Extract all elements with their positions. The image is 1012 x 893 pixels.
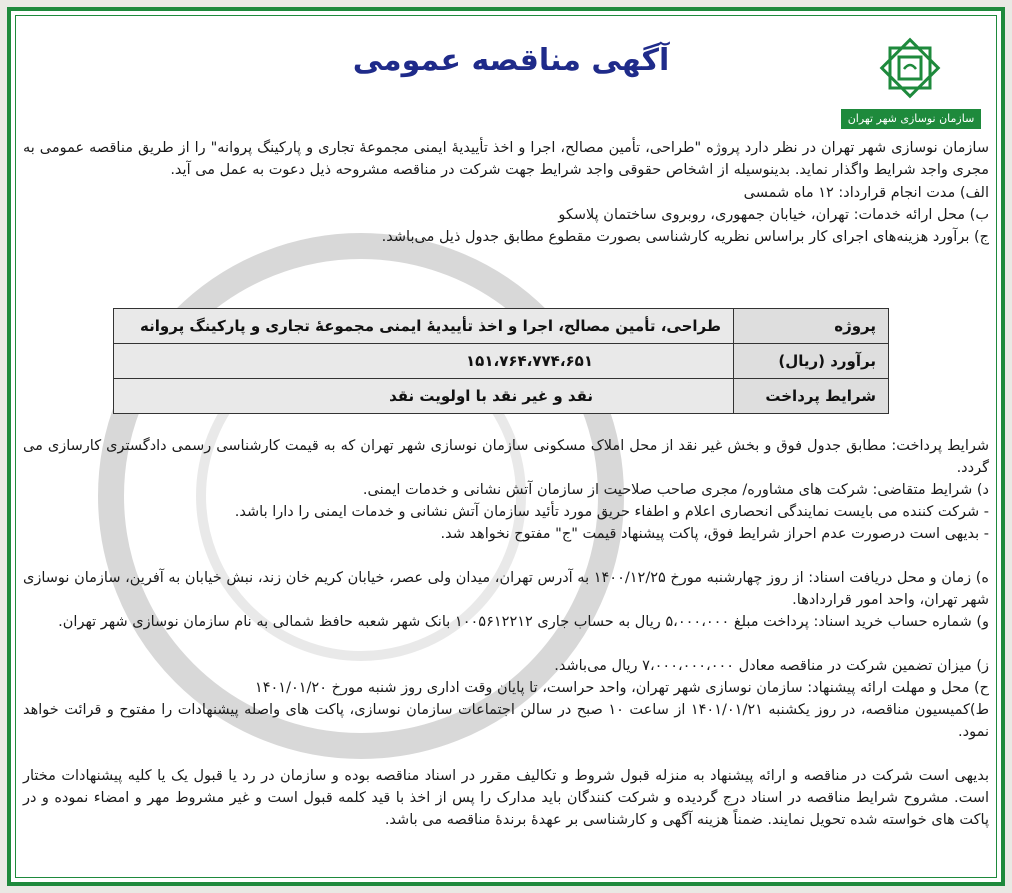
- intro-paragraph: سازمان نوسازی شهر تهران در نظر دارد پروژه "طراحی، تأمین مصالح، اجرا و اخذ تأییدیهٔ ایمنی مجموعهٔ تجاری و پارکینگ پروانه" را از طریق مناقصه عمومی به مجری واجد شرایط واگذار نماید. بدینوسیله از اشخاص حقوقی واجد شرایط جهت شرکت در مناقصه مشروحه ذیل دعوت به عمل می آید.: [23, 140, 989, 178]
- logo-mark-icon: [875, 31, 945, 105]
- item-h: ح) محل و مهلت ارائه پیشنهاد: سازمان نوسازی شهر تهران، واحد حراست، تا پایان وقت اداری روز شنبه مورخ ۱۴۰۱/۰۱/۲۰: [254, 680, 989, 696]
- project-table: [113, 308, 889, 414]
- item-d-note-1: - شرکت کننده می بایست نمایندگی انحصاری اعلام و اطفاء حریق مورد تأئید سازمان آتش نشانی و خدمات ایمنی را دارا باشد.: [234, 504, 989, 520]
- org-logo: [837, 31, 987, 135]
- item-c: ج) برآورد هزینه‌های اجرای کار براساس نظریه کارشناسی بصورت مقطوع مطابق جدول ذیل می‌باشد.: [381, 229, 989, 245]
- item-v: و) شماره حساب خرید اسناد: پرداخت مبلغ ۵،۰۰۰،۰۰۰ ریال به حساب جاری ۱۰۰۵۶۱۲۲۱۲ بانک شهر شعبه حافظ شمالی به نام سازمان نوسازی شهر تهران.: [58, 614, 989, 630]
- table-row-label: شرایط پرداخت: [734, 379, 889, 414]
- table-row-label: پروژه: [734, 309, 889, 344]
- table-row: [114, 379, 889, 414]
- item-d-note-2: - بدیهی است درصورت عدم احراز شرایط فوق، پاکت پیشنهاد قیمت "ج" مفتوح نخواهد شد.: [440, 526, 989, 542]
- table-row-value: طراحی، تأمین مصالح، اجرا و اخذ تأییدیهٔ ایمنی مجموعهٔ تجاری و پارکینگ پروانه: [114, 309, 734, 344]
- item-d: د) شرایط متقاضی: شرکت های مشاوره/ مجری صاحب صلاحیت از سازمان آتش نشانی و خدمات ایمنی.: [362, 482, 989, 498]
- notice-title: آگهی مناقصه عمومی: [352, 43, 670, 78]
- item-b: ب) محل ارائه خدمات: تهران، خیابان جمهوری، روبروی ساختمان پلاسکو: [558, 207, 989, 223]
- closing-paragraph: بدیهی است شرکت در مناقصه و ارائه پیشنهاد به منزله قبول شروط و تکالیف مقرر در اسناد مناقصه بوده و سازمان در رد یا قبول یک یا کلیه پیشنهادات مختار است. مشروح شرایط مناقصه در اسناد درج گردیده و شرکت کنندگان باید مدارک را پس از اخذ با قید کلمه قبول است و غیر مشروط مهر و امضاء نموده و در پاکت های خواسته شده تحویل نمایند. ضمناً هزینه آگهی و کارشناسی بر عهدهٔ برندهٔ مناقصه می باشد.: [23, 768, 989, 828]
- item-a: الف) مدت انجام قرارداد: ۱۲ ماه شمسی: [743, 185, 989, 201]
- item-e: ه) زمان و محل دریافت اسناد: از روز چهارشنبه مورخ ۱۴۰۰/۱۲/۲۵ به آدرس تهران، میدان ولی عصر، خیابان کریم خان زند، نبش خیابان به آفرین، سازمان نوسازی شهر تهران، واحد امور قراردادها.: [23, 570, 989, 608]
- table-row-label: برآورد (ریال): [734, 344, 889, 379]
- org-name-strip: سازمان نوسازی شهر تهران: [841, 109, 981, 129]
- table-row-value: نقد و غیر نقد با اولویت نقد: [114, 379, 734, 414]
- document-frame: [7, 7, 1005, 886]
- table-row: [114, 344, 889, 379]
- table-row-value: ۱۵۱،۷۶۴،۷۷۴،۶۵۱: [114, 344, 734, 379]
- table-row: [114, 309, 889, 344]
- item-t: ط)کمیسیون مناقصه، در روز یکشنبه ۱۴۰۱/۰۱/۲۱ از ساعت ۱۰ صبح در سالن اجتماعات سازمان نوسازی، پاکت های واصله پیشنهادات را مفتوح و قرائت خواهد نمود.: [23, 702, 989, 740]
- item-z: ز) میزان تضمین شرکت در مناقصه معادل ۷،۰۰۰،۰۰۰،۰۰۰ ریال می‌باشد.: [554, 658, 989, 674]
- payment-terms: شرایط پرداخت: مطابق جدول فوق و بخش غیر نقد از محل املاک مسکونی سازمان نوسازی شهر تهران که به قیمت کارشناسی رسمی دادگستری کارسازی می گردد.: [23, 438, 989, 476]
